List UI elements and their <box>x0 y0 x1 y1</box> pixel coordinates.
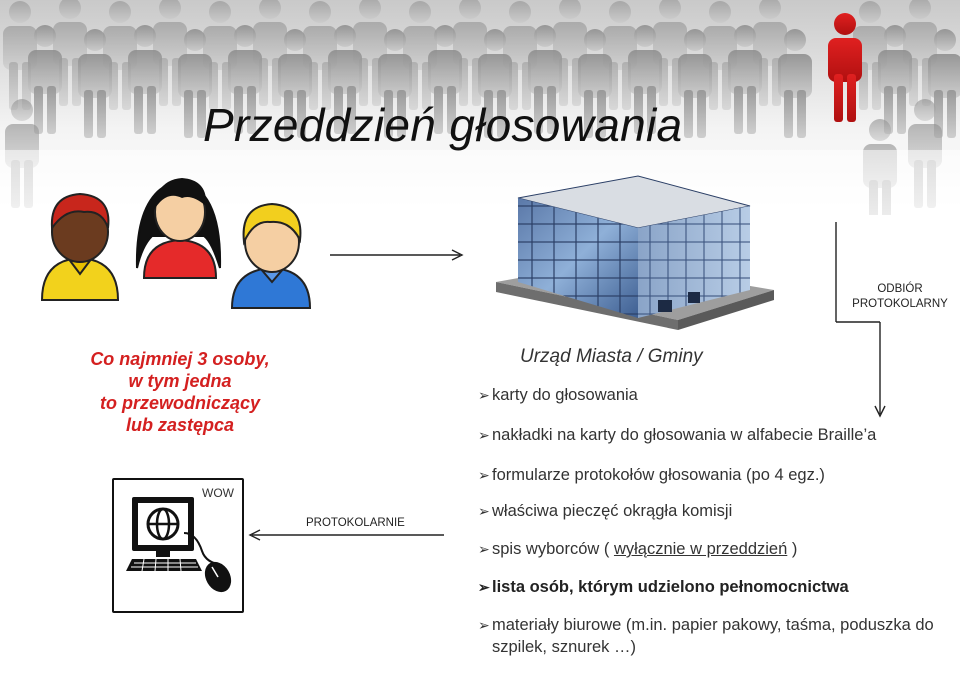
pickup-label <box>850 282 950 312</box>
protocol-label: PROTOKOLARNIE <box>306 517 405 529</box>
list-item: ➢ formularze protokołów głosowania (po 4 egz.) <box>478 466 825 484</box>
arrow-bullet-icon: ➢ <box>478 427 490 443</box>
min-people-line: to przewodniczący <box>99 393 261 413</box>
office-building-icon <box>488 170 778 335</box>
underlined-note: wyłącznie w przeddzień <box>613 540 788 558</box>
arrow-bullet-icon: ➢ <box>478 541 490 557</box>
arrow-left-icon <box>248 527 448 543</box>
member-left-icon <box>42 194 118 300</box>
pickup-label-line2: PROTOKOLARNY <box>852 298 948 310</box>
list-item: ➢ spis wyborców ( wyłącznie w przeddzień ) <box>478 540 798 558</box>
min-people-line: Co najmniej 3 osoby, <box>90 349 270 369</box>
arrow-bullet-icon: ➢ <box>478 503 490 519</box>
min-people-line: lub zastępca <box>125 415 235 435</box>
arrow-bullet-icon: ➢ <box>478 579 490 595</box>
member-middle-icon <box>137 178 220 278</box>
arrow-bullet-icon: ➢ <box>478 387 490 403</box>
commission-members-icon <box>32 150 312 320</box>
minimum-people-note <box>60 348 300 436</box>
pickup-label-line1: ODBIÓR <box>877 283 923 295</box>
list-item: ➢ lista osób, którym udzielono pełnomocnictwa <box>478 578 849 596</box>
list-item: ➢ karty do głosowania <box>478 386 638 404</box>
list-item: ➢ materiały biurowe (m.in. papier pakowy, taśma, poduszka do szpilek, sznurek …) <box>478 616 934 656</box>
list-item: ➢ nakładki na karty do głosowania w alfabecie Braille’a <box>478 426 877 444</box>
min-people-line: w tym jedna <box>128 371 232 391</box>
materials-list <box>478 384 948 658</box>
wow-label: WOW <box>202 486 234 500</box>
computer-icon <box>126 493 236 603</box>
arrow-right-icon <box>330 247 470 263</box>
member-right-icon <box>232 204 310 308</box>
office-name: Urząd Miasta / Gminy <box>520 346 703 367</box>
arrow-bullet-icon: ➢ <box>478 467 490 483</box>
arrow-bullet-icon: ➢ <box>478 617 490 633</box>
list-item: ➢ właściwa pieczęć okrągła komisji <box>478 502 733 520</box>
slide-title: Przeddzień głosowania <box>203 99 683 151</box>
